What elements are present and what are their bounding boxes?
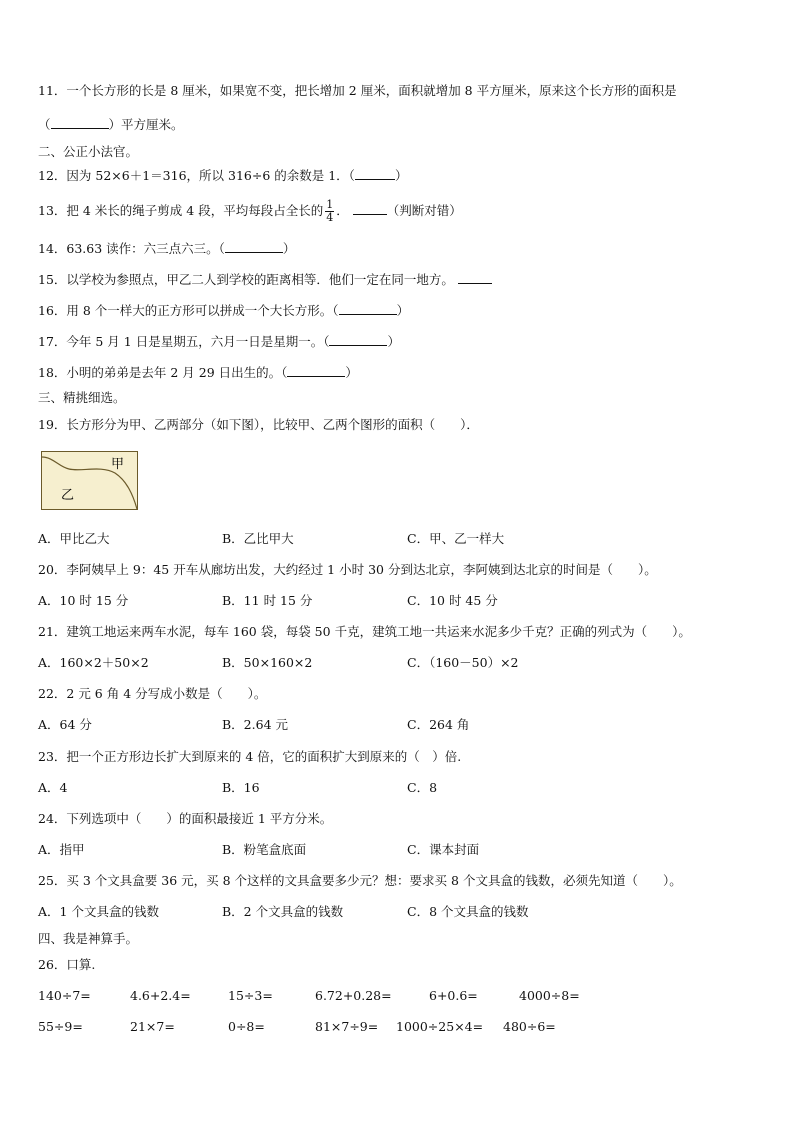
answer-blank[interactable] <box>329 332 387 346</box>
option-c[interactable]: C．（160－50）×2 <box>407 655 519 670</box>
option-b[interactable]: B．粉笔盒底面 <box>222 842 307 857</box>
answer-blank[interactable] <box>339 301 397 315</box>
question-11-text: 11．一个长方形的长是 8 厘米，如果宽不变，把长增加 2 厘米，面积就增加 8 平方厘米，原来这个长方形的面积是 <box>38 83 677 98</box>
option-a[interactable]: A．甲比乙大 <box>38 531 110 546</box>
answer-blank[interactable] <box>458 270 492 284</box>
option-b[interactable]: B．50×160×2 <box>222 655 313 670</box>
question-25: 25．买 3 个文具盒要 36 元，买 8 个这样的文具盒要多少元？想：要求买 8 个文具盒的钱数，必须先知道（ ）。 <box>38 873 682 888</box>
question-15: 15．以学校为参照点，甲乙二人到学校的距离相等．他们一定在同一地方。 <box>38 270 492 289</box>
calc-item: 0÷8= <box>228 1019 265 1034</box>
calc-item: 55÷9= <box>38 1019 83 1034</box>
question-23: 23．把一个正方形边长扩大到原来的 4 倍，它的面积扩大到原来的（ ）倍. <box>38 749 462 764</box>
option-a[interactable]: A．4 <box>38 780 68 795</box>
calc-item: 81×7÷9= <box>315 1019 379 1034</box>
option-c[interactable]: C．8 个文具盒的钱数 <box>407 904 529 919</box>
option-b[interactable]: B．乙比甲大 <box>222 531 294 546</box>
region-jia-label: 甲 <box>111 456 125 471</box>
option-c[interactable]: C．10 时 45 分 <box>407 593 498 608</box>
question-19: 19．长方形分为甲、乙两部分（如下图），比较甲、乙两个图形的面积（ ）． <box>38 417 479 432</box>
answer-blank[interactable] <box>355 166 395 180</box>
question-26: 26．口算. <box>38 957 96 972</box>
option-a[interactable]: A．10 时 15 分 <box>38 593 129 608</box>
option-b[interactable]: B．2 个文具盒的钱数 <box>222 904 344 919</box>
section-4-heading: 四、我是神算手。 <box>38 931 139 946</box>
question-12: 12．因为 52×6＋1＝316，所以 316÷6 的余数是 1．（ ） <box>38 168 408 183</box>
section-3-heading: 三、精挑细选。 <box>38 390 126 405</box>
option-b[interactable]: B．11 时 15 分 <box>222 593 313 608</box>
answer-blank[interactable] <box>353 201 387 215</box>
calc-item: 480÷6= <box>503 1019 556 1034</box>
region-yi-label: 乙 <box>61 487 75 502</box>
option-a[interactable]: A．64 分 <box>38 717 92 732</box>
question-16: 16．用 8 个一样大的正方形可以拼成一个大长方形。（ ） <box>38 303 410 318</box>
question-13: 13．把 4 米长的绳子剪成 4 段，平均每段占全长的 $\frac{1}{4}$ ． （判断对错） <box>38 198 462 224</box>
calc-item: 15÷3= <box>228 988 273 1003</box>
section-2-heading: 二、公正小法官。 <box>38 144 139 159</box>
option-c[interactable]: C．课本封面 <box>407 842 480 857</box>
calc-item: 140÷7= <box>38 988 91 1003</box>
fraction: $\frac{1}{4}$ <box>326 198 334 224</box>
rectangle-split-diagram <box>41 451 139 511</box>
question-18: 18．小明的弟弟是去年 2 月 29 日出生的。（ ） <box>38 365 358 380</box>
rectangle-figure <box>41 451 139 514</box>
calc-item: 4.6+2.4= <box>130 988 191 1003</box>
question-11-answer-line: （ ）平方厘米。 <box>38 117 184 132</box>
answer-blank[interactable] <box>287 363 345 377</box>
question-11 <box>38 82 677 100</box>
option-a[interactable]: A．指甲 <box>38 842 85 857</box>
calc-item: 6.72+0.28= <box>315 988 392 1003</box>
question-20: 20．李阿姨早上 9：45 开车从廊坊出发，大约经过 1 小时 30 分到达北京，李阿姨到达北京的时间是（ ）。 <box>38 562 657 577</box>
calc-item: 21×7= <box>130 1019 175 1034</box>
option-a[interactable]: A．160×2＋50×2 <box>38 655 149 670</box>
answer-blank[interactable] <box>225 239 283 253</box>
calc-item: 6+0.6= <box>429 988 478 1003</box>
question-17: 17．今年 5 月 1 日是星期五，六月一日是星期一。（ ） <box>38 334 400 349</box>
option-b[interactable]: B．2.64 元 <box>222 717 288 732</box>
question-24: 24．下列选项中（ ）的面积最接近 1 平方分米。 <box>38 811 333 826</box>
question-14: 14．63.63 读作：六三点六三。（ ） <box>38 241 296 256</box>
option-c[interactable]: C．264 角 <box>407 717 470 732</box>
answer-blank[interactable] <box>51 115 109 129</box>
calc-item: 1000÷25×4= <box>396 1019 484 1034</box>
option-b[interactable]: B．16 <box>222 780 260 795</box>
option-a[interactable]: A．1 个文具盒的钱数 <box>38 904 159 919</box>
option-c[interactable]: C．甲、乙一样大 <box>407 531 505 546</box>
calc-item: 4000÷8= <box>519 988 580 1003</box>
option-c[interactable]: C．8 <box>407 780 438 795</box>
question-22: 22．2 元 6 角 4 分写成小数是（ ）。 <box>38 686 267 701</box>
question-21: 21．建筑工地运来两车水泥，每车 160 袋，每袋 50 千克，建筑工地一共运来水泥多少千克？正确的列式为（ ）。 <box>38 624 691 639</box>
